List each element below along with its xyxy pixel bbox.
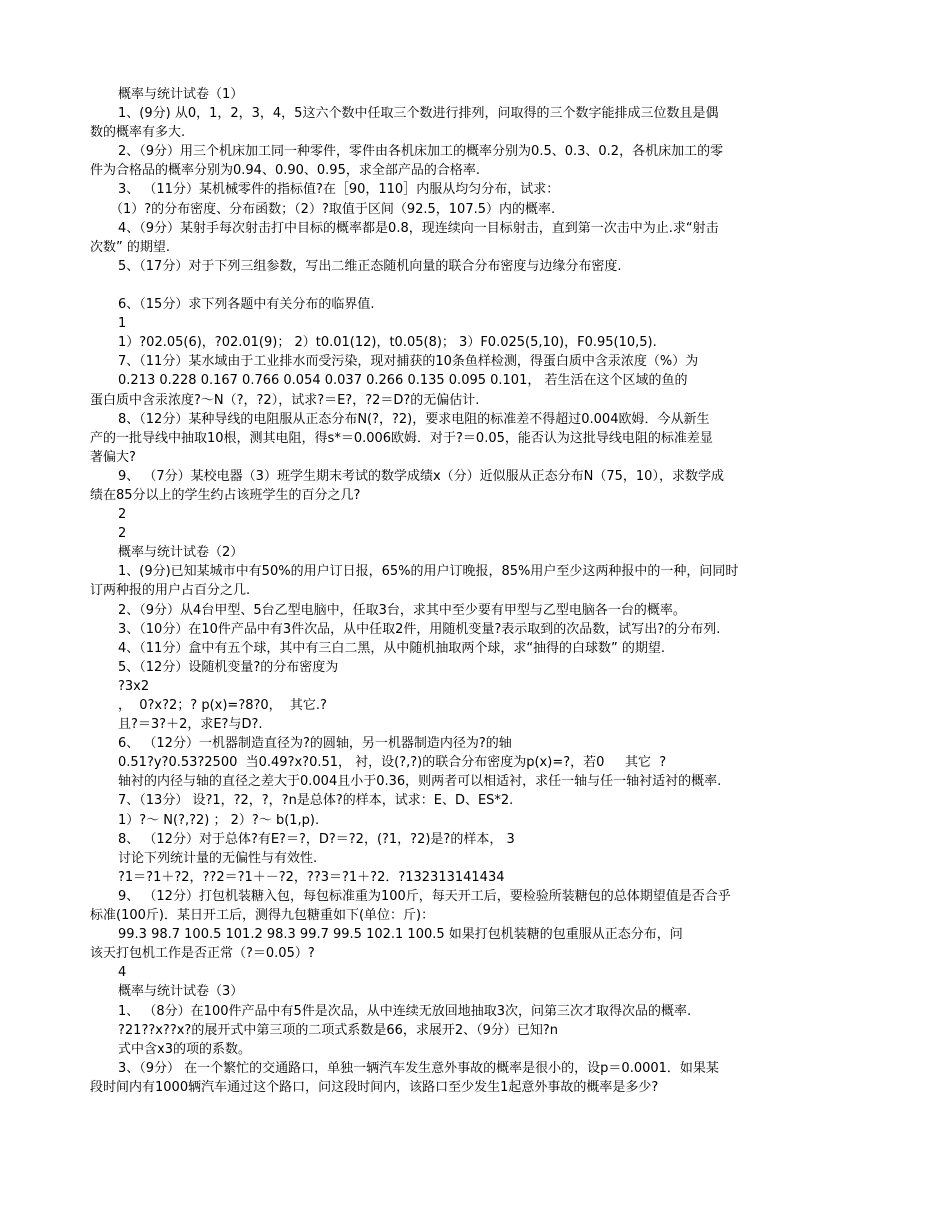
- text-line: 1）?02.05(6)，?02.01(9)； 2）t0.01(12)，t0.05(8)； 3）F0.025(5,10)，F0.95(10,5).: [118, 335, 657, 351]
- text-line: 该天打包机工作是否正常（?＝0.05）?: [90, 946, 315, 962]
- text-line: 5、（12分）设随机变量?的分布密度为: [118, 659, 339, 675]
- blank-line: [0, 276, 950, 295]
- text-line: 数的概率有多大.: [90, 125, 186, 141]
- text-line: 0.213 0.228 0.167 0.766 0.054 0.037 0.266 0.135 0.095 0.101， 若生活在这个区域的鱼的: [118, 373, 688, 389]
- text-line: 4: [118, 965, 127, 981]
- text-line: 2、（9分）从4台甲型、5台乙型电脑中，任取3台，求其中至少要有甲型与乙型电脑各一台的概率。: [118, 602, 686, 618]
- text-line: 7、（11分）某水域由于工业排水而受污染，现对捕获的10条鱼样检测，得蛋白质中含汞浓度（%）为: [118, 354, 699, 370]
- text-line: ?1＝?1＋?2，??2＝?1＋－?2，??3＝?1＋?2．?132313141434: [118, 869, 505, 885]
- text-line: 2、（9分）用三个机床加工同一种零件，零件由各机床加工的概率分别为0.5、0.3、0.2，各机床加工的零: [118, 144, 724, 160]
- text-line: ?3x2: [118, 678, 150, 694]
- text-line: 7、（13分） 设?1，?2，?，?n是总体?的样本，试求：E、D、ES*2.: [118, 793, 514, 809]
- text-line: 次数” 的期望.: [90, 239, 170, 255]
- text-line: （1）?的分布密度、分布函数；（2）?取值于区间（92.5，107.5）内的概率.: [110, 201, 556, 217]
- text-line: 概率与统计试卷（1）: [118, 87, 244, 102]
- text-line: 轴衬的内径与轴的直径之差大于0.004且小于0.36，则两者可以相适衬，求任一轴与任一轴衬适衬的概率.: [118, 774, 722, 790]
- text-line: 讨论下列统计量的无偏性与有效性.: [118, 850, 318, 866]
- text-line: 0.51?y?0.53?2500 当0.49?x?0.51， 衬，设(?,?)的联合分布密度为p(x)=?，若0 其它 ?: [118, 755, 667, 771]
- text-line: 6、（15分）求下列各题中有关分布的临界值.: [118, 297, 375, 313]
- text-line: 3、（10分）在10件产品中有3件次品，从中任取2件，用随机变量?表示取到的次品数，试写出?的分布列.: [118, 621, 721, 637]
- text-line: ?21??x??x?的展开式中第三项的二项式系数是66，求展开2、（9分）已知?n: [118, 1022, 559, 1038]
- text-line: 99.3 98.7 100.5 101.2 98.3 99.7 99.5 102.1 100.5 如果打包机装糖的包重服从正态分布，问: [118, 927, 683, 943]
- text-line: 6、 （12分）一机器制造直径为?的圆轴，另一机器制造内径为?的轴: [118, 736, 512, 752]
- text-line: 产的一批导线中抽取10根，测其电阻，得s*＝0.006欧姆．对于?＝0.05，能否认为这批导线电阻的标准差显: [90, 430, 713, 446]
- text-line: 式中含x3的项的系数。: [118, 1041, 251, 1057]
- text-line: 绩在85分以上的学生约占该班学生的百分之几?: [90, 487, 361, 503]
- text-line: 9、 （7分）某校电器（3）班学生期末考试的数学成绩x（分）近似服从正态分布N（75，10），求数学成: [118, 468, 724, 484]
- text-line: 1）?～ N(?,?2) ； 2）?～ b(1,p).: [118, 812, 320, 828]
- text-line: ， 0?x?2；? p(x)=?8?0， 其它.?: [118, 698, 327, 713]
- text-line: 9、 （12分）打包机装糖入包，每包标准重为100斤，每天开工后，要检验所装糖包的总体期望值是否合乎: [118, 888, 731, 904]
- text-line: 订两种报的用户占百分之几.: [90, 583, 251, 599]
- text-line: 2: [118, 526, 127, 542]
- text-line: 段时间内有1000辆汽车通过这个路口，问这段时间内，该路口至少发生1起意外事故的概率是多少?: [90, 1079, 659, 1095]
- text-line: 1、(9分)已知某城市中有50%的用户订日报，65%的用户订晚报，85%用户至少这两种报中的一种，问同时: [118, 564, 739, 580]
- text-line: 5、（17分）对于下列三组参数，写出二维正态随机向量的联合分布密度与边缘分布密度.: [118, 258, 622, 274]
- text-line: 8、 （12分）对于总体?有E?＝?，D?＝?2，(?1，?2)是?的样本， 3: [118, 831, 515, 847]
- text-line: 标准(100斤)．某日开工后，测得九包糖重如下(单位：斤)：: [90, 908, 435, 924]
- text-line: 件为合格品的概率分别为0.94、0.90、0.95，求全部产品的合格率.: [90, 163, 480, 179]
- text-line: 著偏大?: [90, 449, 136, 465]
- text-line: 概率与统计试卷（3）: [118, 984, 244, 1000]
- text-line: 8、（12分）某种导线的电阻服从正态分布N(?，?2)，要求电阻的标准差不得超过0.004欧姆．今从新生: [118, 411, 710, 427]
- text-line: 概率与统计试卷（2）: [118, 545, 244, 561]
- text-line: 1、 （8分）在100件产品中有5件是次品，从中连续无放回地抽取3次，问第三次才取得次品的概率.: [118, 1003, 692, 1019]
- text-line: 3、 （11分）某机械零件的指标值?在［90，110］内服从均匀分布，试求：: [118, 182, 560, 198]
- text-line: 蛋白质中含汞浓度?～N（?，?2），试求?＝E?，?2＝D?的无偏估计.: [90, 392, 480, 408]
- text-line: 1: [118, 316, 127, 332]
- text-line: 3、（9分） 在一个繁忙的交通路口，单独一辆汽车发生意外事故的概率是很小的，设p＝0.0001．如果某: [118, 1060, 719, 1076]
- text-line: 1、(9分) 从0，1，2，3，4，5这六个数中任取三个数进行排列，问取得的三个数字能排成三位数且是偶: [118, 106, 719, 122]
- text-line: 且?＝3?＋2，求E?与D?.: [118, 717, 263, 733]
- document-body: [0, 85, 950, 1097]
- text-line: 4、（9分）某射手每次射击打中目标的概率都是0.8，现连续向一目标射击，直到第一次击中为止.求“射击: [118, 220, 719, 236]
- text-line: 2: [118, 507, 127, 523]
- text-line: 4、（11分）盒中有五个球，其中有三白二黑，从中随机抽取两个球，求“抽得的白球数” 的期望.: [118, 640, 666, 656]
